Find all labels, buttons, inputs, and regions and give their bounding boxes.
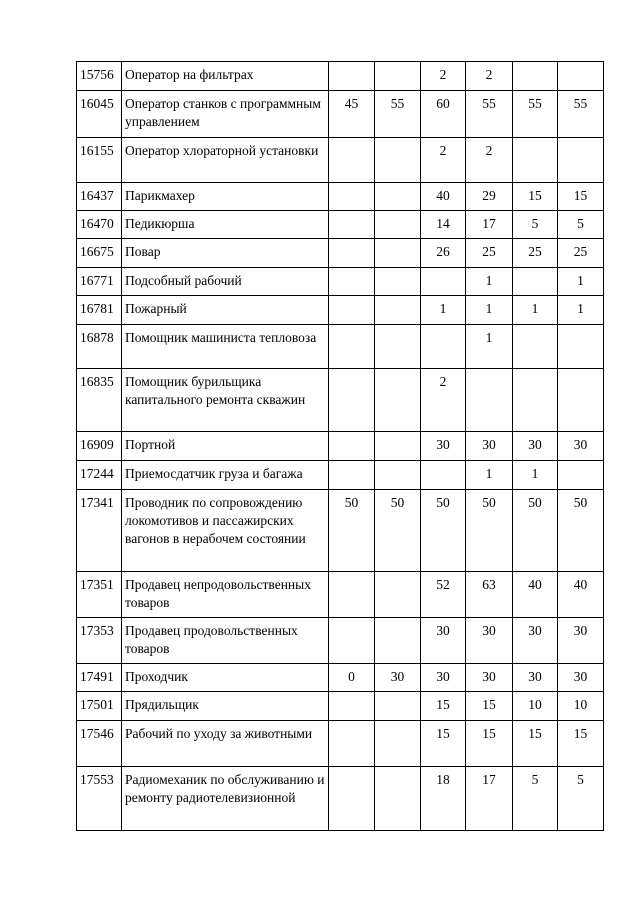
value-cell-5: 25	[513, 239, 558, 268]
occupation-code: 17501	[77, 692, 122, 721]
value-cell-6	[558, 138, 604, 183]
value-cell-4: 2	[466, 62, 513, 91]
occupation-code: 16835	[77, 369, 122, 432]
table-row	[77, 461, 604, 490]
table-row	[77, 268, 604, 296]
occupation-code: 17351	[77, 572, 122, 618]
value-cell-3	[421, 325, 466, 369]
occupation-name: Педикюрша	[122, 211, 329, 239]
table-row	[77, 490, 604, 572]
value-cell-2	[375, 432, 421, 461]
value-cell-4: 25	[466, 239, 513, 268]
value-cell-2	[375, 211, 421, 239]
occupation-code: 16155	[77, 138, 122, 183]
table-row	[77, 692, 604, 721]
value-cell-6: 25	[558, 239, 604, 268]
value-cell-5	[513, 62, 558, 91]
value-cell-1	[329, 432, 375, 461]
table-row	[77, 572, 604, 618]
value-cell-1	[329, 721, 375, 767]
value-cell-5	[513, 369, 558, 432]
value-cell-6: 1	[558, 296, 604, 325]
table-row	[77, 62, 604, 91]
occupation-name: Оператор станков с программным управлением	[122, 91, 329, 138]
occupation-code: 17353	[77, 618, 122, 664]
value-cell-4: 63	[466, 572, 513, 618]
value-cell-6: 30	[558, 664, 604, 692]
value-cell-5: 50	[513, 490, 558, 572]
value-cell-6: 50	[558, 490, 604, 572]
value-cell-5: 1	[513, 461, 558, 490]
value-cell-6: 15	[558, 721, 604, 767]
value-cell-5: 30	[513, 432, 558, 461]
value-cell-2	[375, 461, 421, 490]
occupation-name: Рабочий по уходу за животными	[122, 721, 329, 767]
value-cell-4: 17	[466, 211, 513, 239]
value-cell-4: 30	[466, 432, 513, 461]
value-cell-1	[329, 325, 375, 369]
value-cell-1	[329, 268, 375, 296]
value-cell-3: 18	[421, 767, 466, 831]
value-cell-1	[329, 767, 375, 831]
value-cell-3: 2	[421, 62, 466, 91]
value-cell-1	[329, 183, 375, 211]
value-cell-4: 15	[466, 721, 513, 767]
table-row	[77, 138, 604, 183]
table-row	[77, 767, 604, 831]
occupation-code: 16470	[77, 211, 122, 239]
occupation-name: Проходчик	[122, 664, 329, 692]
occupation-name: Продавец непродовольственных товаров	[122, 572, 329, 618]
value-cell-1	[329, 239, 375, 268]
value-cell-1	[329, 62, 375, 91]
value-cell-5: 1	[513, 296, 558, 325]
table-row	[77, 296, 604, 325]
occupation-name: Пожарный	[122, 296, 329, 325]
value-cell-5: 15	[513, 183, 558, 211]
value-cell-3: 30	[421, 664, 466, 692]
occupation-code: 16909	[77, 432, 122, 461]
occupation-code: 16437	[77, 183, 122, 211]
value-cell-4: 2	[466, 138, 513, 183]
occupation-code: 17491	[77, 664, 122, 692]
value-cell-6: 30	[558, 432, 604, 461]
table-row	[77, 369, 604, 432]
table-row	[77, 183, 604, 211]
value-cell-6: 1	[558, 268, 604, 296]
occupation-name: Продавец продовольственных товаров	[122, 618, 329, 664]
occupations-table	[76, 61, 604, 831]
value-cell-2	[375, 721, 421, 767]
value-cell-3: 26	[421, 239, 466, 268]
table-row	[77, 211, 604, 239]
value-cell-5	[513, 268, 558, 296]
value-cell-4	[466, 369, 513, 432]
occupation-code: 17244	[77, 461, 122, 490]
value-cell-1	[329, 572, 375, 618]
table-row	[77, 325, 604, 369]
value-cell-1: 50	[329, 490, 375, 572]
value-cell-2	[375, 692, 421, 721]
occupation-name: Парикмахер	[122, 183, 329, 211]
value-cell-4: 30	[466, 664, 513, 692]
occupation-name: Портной	[122, 432, 329, 461]
value-cell-6: 55	[558, 91, 604, 138]
value-cell-1	[329, 618, 375, 664]
value-cell-3: 1	[421, 296, 466, 325]
occupation-name: Оператор на фильтрах	[122, 62, 329, 91]
value-cell-1	[329, 461, 375, 490]
value-cell-5: 55	[513, 91, 558, 138]
value-cell-3: 50	[421, 490, 466, 572]
occupation-code: 17341	[77, 490, 122, 572]
value-cell-3: 30	[421, 618, 466, 664]
value-cell-3: 40	[421, 183, 466, 211]
value-cell-4: 55	[466, 91, 513, 138]
value-cell-5: 40	[513, 572, 558, 618]
occupation-code: 15756	[77, 62, 122, 91]
occupation-code: 16045	[77, 91, 122, 138]
value-cell-2: 50	[375, 490, 421, 572]
value-cell-4: 17	[466, 767, 513, 831]
value-cell-6: 10	[558, 692, 604, 721]
value-cell-2	[375, 239, 421, 268]
value-cell-4: 30	[466, 618, 513, 664]
value-cell-5: 15	[513, 721, 558, 767]
value-cell-2	[375, 268, 421, 296]
value-cell-2	[375, 296, 421, 325]
value-cell-1: 0	[329, 664, 375, 692]
value-cell-2	[375, 572, 421, 618]
value-cell-5	[513, 325, 558, 369]
value-cell-5	[513, 138, 558, 183]
value-cell-3: 14	[421, 211, 466, 239]
table-row	[77, 664, 604, 692]
occupation-name: Подсобный рабочий	[122, 268, 329, 296]
value-cell-1	[329, 138, 375, 183]
occupation-name: Прядильщик	[122, 692, 329, 721]
occupation-name: Повар	[122, 239, 329, 268]
value-cell-6: 15	[558, 183, 604, 211]
table-row	[77, 432, 604, 461]
value-cell-3: 52	[421, 572, 466, 618]
value-cell-5: 30	[513, 664, 558, 692]
value-cell-5: 10	[513, 692, 558, 721]
value-cell-3	[421, 268, 466, 296]
value-cell-2	[375, 618, 421, 664]
occupation-code: 16781	[77, 296, 122, 325]
value-cell-4: 1	[466, 461, 513, 490]
table-row	[77, 239, 604, 268]
table-row	[77, 618, 604, 664]
value-cell-5: 5	[513, 211, 558, 239]
value-cell-6: 5	[558, 767, 604, 831]
occupation-code: 16675	[77, 239, 122, 268]
occupation-code: 16771	[77, 268, 122, 296]
table-row	[77, 721, 604, 767]
value-cell-4: 1	[466, 268, 513, 296]
value-cell-2	[375, 138, 421, 183]
value-cell-5: 5	[513, 767, 558, 831]
occupation-code: 17553	[77, 767, 122, 831]
value-cell-1	[329, 296, 375, 325]
value-cell-2: 55	[375, 91, 421, 138]
occupation-name: Проводник по сопровождению локомотивов и пассажирских вагонов в нерабочем состоянии	[122, 490, 329, 572]
occupation-name: Приемосдатчик груза и багажа	[122, 461, 329, 490]
value-cell-2	[375, 183, 421, 211]
value-cell-4: 29	[466, 183, 513, 211]
occupation-name: Помощник бурильщика капитального ремонта скважин	[122, 369, 329, 432]
value-cell-2	[375, 767, 421, 831]
table-body	[77, 62, 604, 831]
value-cell-2	[375, 369, 421, 432]
value-cell-1: 45	[329, 91, 375, 138]
occupation-code: 16878	[77, 325, 122, 369]
value-cell-4: 15	[466, 692, 513, 721]
value-cell-6	[558, 325, 604, 369]
occupation-name: Помощник машиниста тепловоза	[122, 325, 329, 369]
value-cell-3: 2	[421, 138, 466, 183]
value-cell-6	[558, 369, 604, 432]
value-cell-4: 50	[466, 490, 513, 572]
value-cell-2: 30	[375, 664, 421, 692]
value-cell-1	[329, 692, 375, 721]
value-cell-6: 5	[558, 211, 604, 239]
value-cell-6: 30	[558, 618, 604, 664]
occupation-code: 17546	[77, 721, 122, 767]
value-cell-5: 30	[513, 618, 558, 664]
occupation-name: Оператор хлораторной установки	[122, 138, 329, 183]
value-cell-3: 30	[421, 432, 466, 461]
value-cell-3	[421, 461, 466, 490]
occupation-name: Радиомеханик по обслуживанию и ремонту радиотелевизионной	[122, 767, 329, 831]
value-cell-3: 15	[421, 692, 466, 721]
value-cell-1	[329, 369, 375, 432]
value-cell-1	[329, 211, 375, 239]
value-cell-6	[558, 62, 604, 91]
table-row	[77, 91, 604, 138]
value-cell-6: 40	[558, 572, 604, 618]
value-cell-2	[375, 62, 421, 91]
value-cell-3: 2	[421, 369, 466, 432]
value-cell-4: 1	[466, 296, 513, 325]
value-cell-3: 15	[421, 721, 466, 767]
value-cell-2	[375, 325, 421, 369]
value-cell-6	[558, 461, 604, 490]
value-cell-3: 60	[421, 91, 466, 138]
value-cell-4: 1	[466, 325, 513, 369]
